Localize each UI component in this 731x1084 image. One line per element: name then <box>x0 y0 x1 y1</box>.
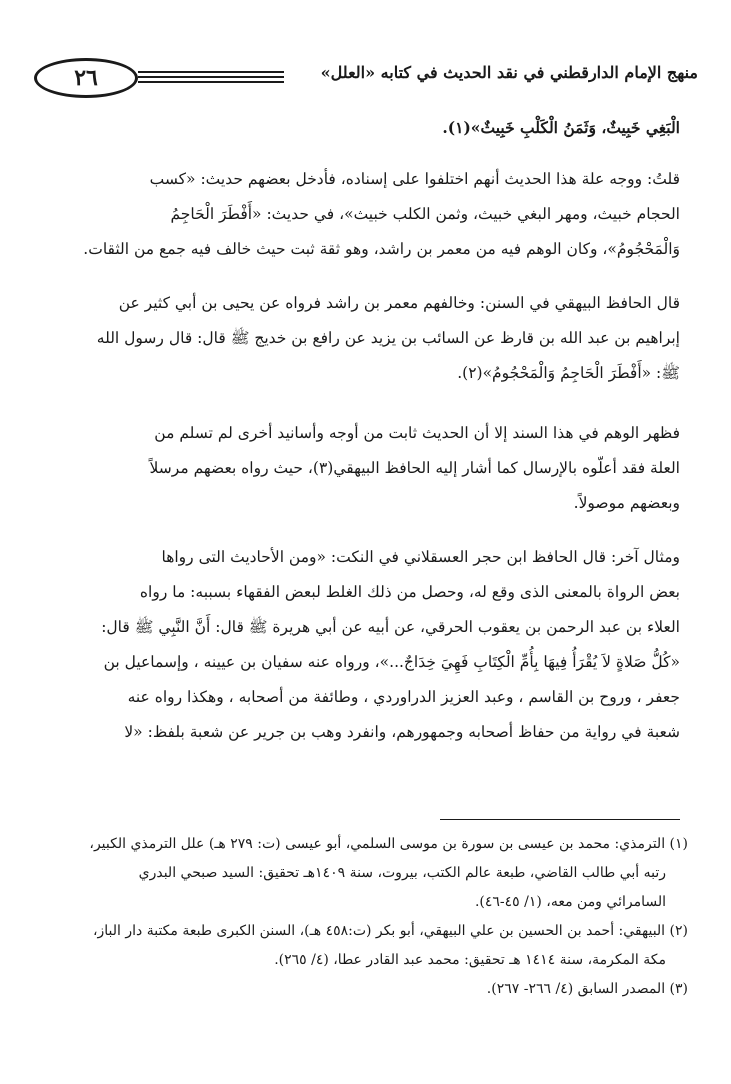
footnote-line: رتبه أبي طالب القاضي، طبعة عالم الكتب، بيروت، سنة ١٤٠٩هـ تحقيق: السيد صبحي البدري <box>138 865 666 881</box>
paragraph <box>56 162 680 267</box>
running-title: منهج الإمام الدارقطني في نقد الحديث في كتابه «العلل» <box>320 63 698 82</box>
text-line: بعض الرواة بالمعنى الذى وقع له، وحصل من ذلك الغلط لبعض الفقهاء بسببه: ما رواه <box>139 583 680 601</box>
footnote-line: السامرائي ومن معه، (١/ ٤٥-٤٦). <box>474 894 666 910</box>
text-line: قال الحافظ البيهقي في السنن: وخالفهم معمر بن راشد فرواه عن يحيى بن أبي كثير عن <box>118 294 680 312</box>
footnote-line: (٣) المصدر السابق (٤/ ٢٦٦- ٢٦٧). <box>486 981 688 997</box>
footnotes <box>40 830 688 1004</box>
text-line: قلتُ: ووجه علة هذا الحديث أنهم اختلفوا على إسناده، فأدخل بعضهم حديث: «كسب <box>149 170 680 188</box>
header-rule-icon <box>138 71 284 86</box>
paragraph <box>56 540 680 750</box>
text-line: الحجام خبيث، ومهر البغي خبيث، وثمن الكلب خبيث»، في حديث: «أَفْطَرَ الْحَاجِمُ <box>170 205 680 223</box>
text-line: إبراهيم بن عبد الله بن قارظ عن السائب بن يزيد عن رافع بن خديج ﷺ قال: قال رسول الله <box>96 329 680 347</box>
text-line: ﷺ: «أَفْطَرَ الْحَاجِمُ وَالْمَحْجُومُ»(٢). <box>457 364 680 382</box>
footnote-line: (٢) البيهقي: أحمد بن الحسين بن علي البيهقي، أبو بكر (ت:٤٥٨ هـ)، السنن الكبرى طبعة مكتبة دار الباز، <box>93 923 688 939</box>
paragraph <box>56 416 680 521</box>
paragraph <box>56 286 680 391</box>
text-line: فظهر الوهم في هذا السند إلا أن الحديث ثابت من أوجه وأسانيد أخرى لم تسلم من <box>154 424 680 442</box>
text-line: «كُلُّ صَلاةٍ لاَ يُقْرَأُ فِيهَا بِأُمِّ الْكِتَابِ فَهِيَ خِدَاجٌ...»، ورواه عنه سفيان بن عيينه ، وإسماعيل بن <box>103 653 680 671</box>
text-line: الْبَغِي خَبِيثٌ، وَثَمَنُ الْكَلْبِ خَبِيثٌ»(١). <box>442 118 680 137</box>
text-line: العلة فقد أعلّوه بالإرسال كما أشار إليه الحافظ البيهقي(٣)، حيث رواه بعضهم مرسلاً <box>149 459 680 477</box>
text-line: جعفر ، وروح بن القاسم ، وعبد العزيز الدراوردي ، وطائفة من أصحابه ، وهكذا رواه عنه <box>127 688 680 706</box>
text-line: وبعضهم موصولاً. <box>573 494 680 512</box>
page-header <box>34 58 698 102</box>
footnote-line: (١) الترمذي: محمد بن عيسى بن سورة بن موسى السلمي، أبو عيسى (ت: ٢٧٩ هـ) علل الترمذي الكبير، <box>89 836 688 852</box>
text-line: ومثال آخر: قال الحافظ ابن حجر العسقلاني في النكت: «ومن الأحاديث التى رواها <box>161 548 680 566</box>
text-line: العلاء بن عبد الرحمن بن يعقوب الحرقي، عن أبيه عن أبي هريرة ﷺ قال: أَنَّ النَّبِي ﷺ قال: <box>101 618 680 636</box>
page-number: ٢٦ <box>34 58 138 98</box>
text-line: وَالْمَحْجُومُ»، وكان الوهم فيه من معمر بن راشد، وهو ثقة ثبت حيث خالف فيه جمع من الثقات. <box>83 240 680 258</box>
paragraph <box>56 110 680 145</box>
footnote-divider <box>440 819 680 820</box>
footnote-line: مكة المكرمة، سنة ١٤١٤ هـ تحقيق: محمد عبد القادر عطا، (٤/ ٢٦٥). <box>274 952 666 968</box>
text-line: شعبة في رواية من حفاظ أصحابه وجمهورهم، وانفرد وهب بن جرير عن شعبة بلفظ: «لا <box>124 723 680 741</box>
